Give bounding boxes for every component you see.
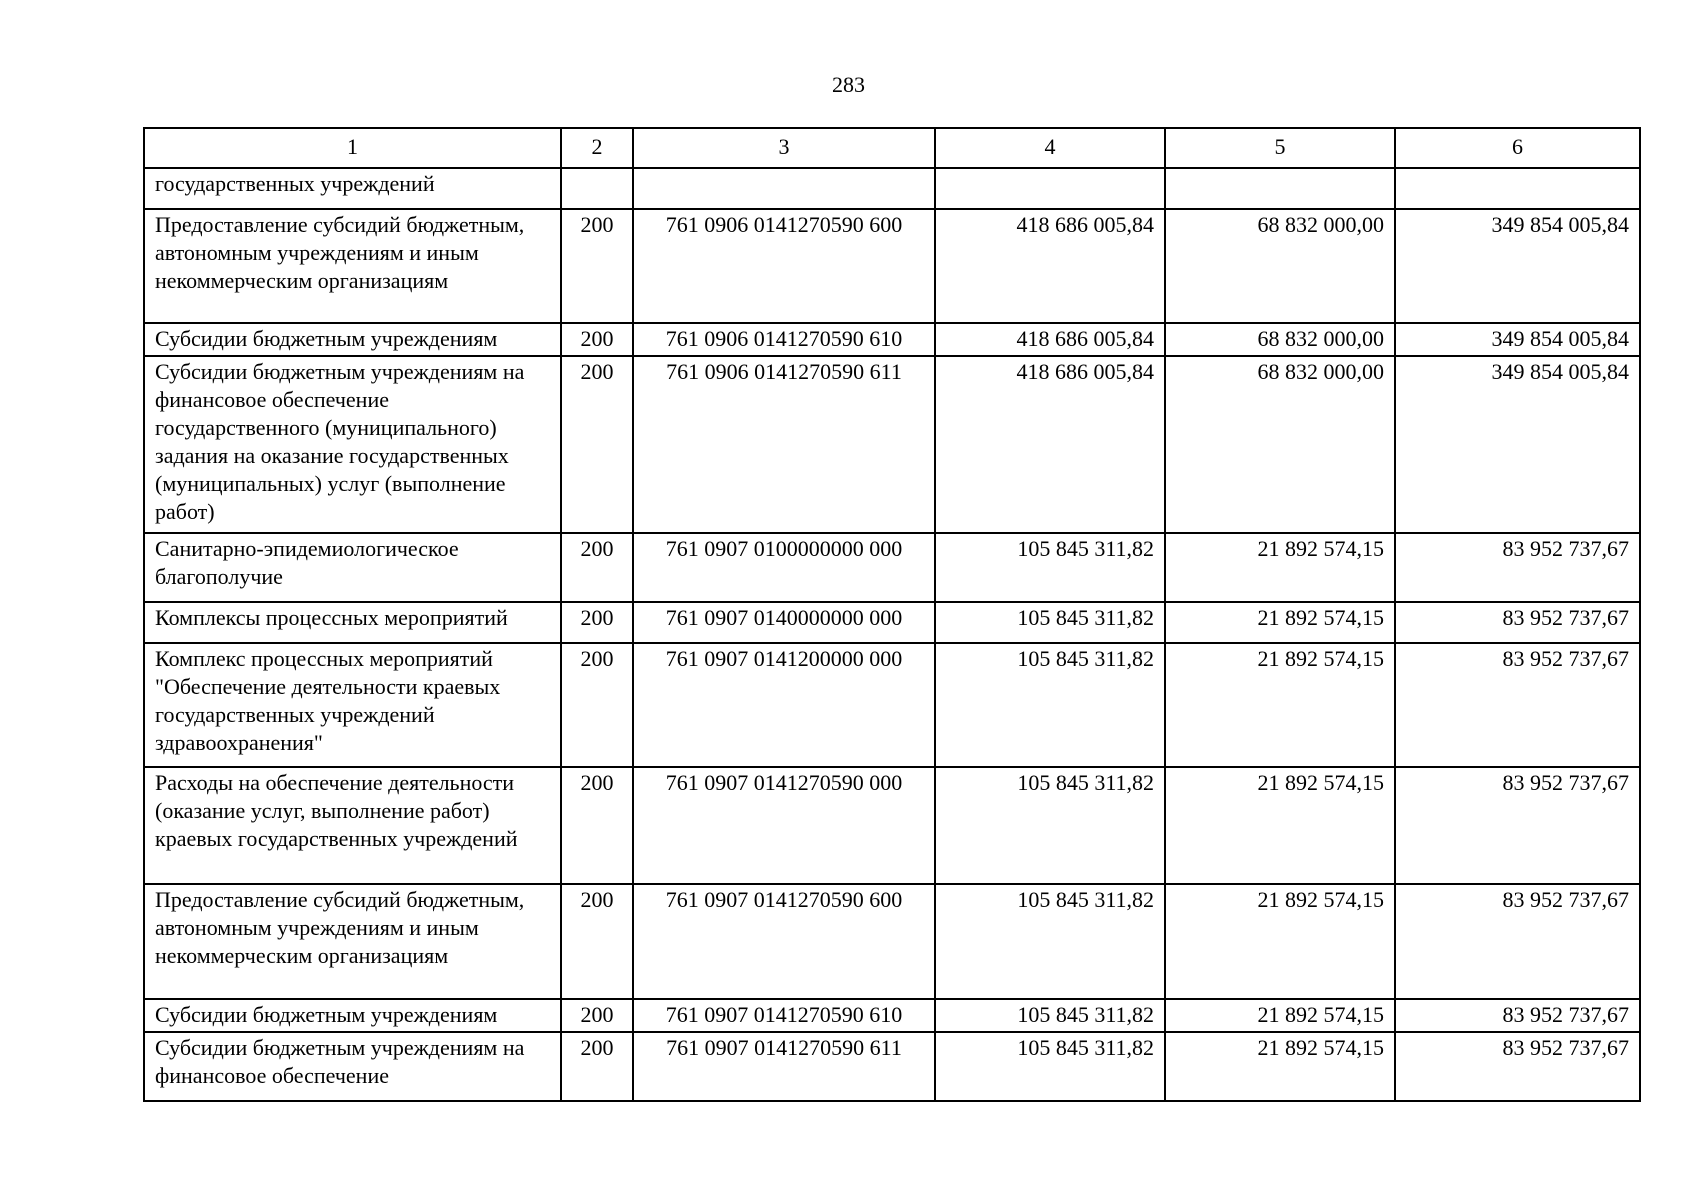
row-value-5: 68 832 000,00 <box>1165 323 1395 356</box>
row-name: Комплекс процессных мероприятий "Обеспечение деятельности краевых государственных учреждений здравоохранения" <box>144 643 561 767</box>
row-name: государственных учреждений <box>144 168 561 209</box>
table-row <box>144 999 1640 1032</box>
row-revision: 200 <box>561 356 633 533</box>
row-revision: 200 <box>561 767 633 884</box>
row-value-5: 68 832 000,00 <box>1165 356 1395 533</box>
table-header <box>144 128 1640 168</box>
header-row <box>144 128 1640 168</box>
row-value-5: 21 892 574,15 <box>1165 602 1395 643</box>
table-row <box>144 602 1640 643</box>
row-value-4: 105 845 311,82 <box>935 1032 1165 1101</box>
table-row <box>144 209 1640 323</box>
row-name: Санитарно-эпидемиологическое благополучие <box>144 533 561 602</box>
row-revision <box>561 168 633 209</box>
row-value-4: 418 686 005,84 <box>935 323 1165 356</box>
row-value-6: 83 952 737,67 <box>1395 643 1640 767</box>
table-row <box>144 168 1640 209</box>
row-value-4: 105 845 311,82 <box>935 602 1165 643</box>
row-name: Предоставление субсидий бюджетным, автономным учреждениям и иным некоммерческим организациям <box>144 209 561 323</box>
row-code: 761 0907 0141270590 600 <box>633 884 935 999</box>
row-value-6: 83 952 737,67 <box>1395 767 1640 884</box>
table-row <box>144 1032 1640 1101</box>
row-revision: 200 <box>561 323 633 356</box>
row-value-5: 21 892 574,15 <box>1165 643 1395 767</box>
row-value-5: 21 892 574,15 <box>1165 533 1395 602</box>
row-name: Комплексы процессных мероприятий <box>144 602 561 643</box>
row-value-5: 68 832 000,00 <box>1165 209 1395 323</box>
row-revision: 200 <box>561 643 633 767</box>
row-value-4: 105 845 311,82 <box>935 999 1165 1032</box>
row-name: Субсидии бюджетным учреждениям <box>144 999 561 1032</box>
row-revision: 200 <box>561 884 633 999</box>
column-header-6: 6 <box>1395 128 1640 168</box>
row-value-6: 349 854 005,84 <box>1395 323 1640 356</box>
row-value-4: 418 686 005,84 <box>935 209 1165 323</box>
row-value-6: 349 854 005,84 <box>1395 209 1640 323</box>
row-code: 761 0906 0141270590 611 <box>633 356 935 533</box>
row-value-5 <box>1165 168 1395 209</box>
row-revision: 200 <box>561 1032 633 1101</box>
table-row <box>144 323 1640 356</box>
row-revision: 200 <box>561 533 633 602</box>
row-code: 761 0907 0141270590 610 <box>633 999 935 1032</box>
row-revision: 200 <box>561 602 633 643</box>
row-value-5: 21 892 574,15 <box>1165 767 1395 884</box>
table-row <box>144 533 1640 602</box>
row-name: Субсидии бюджетным учреждениям <box>144 323 561 356</box>
row-value-6: 83 952 737,67 <box>1395 1032 1640 1101</box>
row-value-4 <box>935 168 1165 209</box>
table-row <box>144 643 1640 767</box>
table-row <box>144 356 1640 533</box>
row-value-6: 349 854 005,84 <box>1395 356 1640 533</box>
row-value-6: 83 952 737,67 <box>1395 602 1640 643</box>
table-body <box>144 168 1640 1101</box>
row-value-5: 21 892 574,15 <box>1165 999 1395 1032</box>
row-code: 761 0907 0100000000 000 <box>633 533 935 602</box>
page-number: 283 <box>832 72 865 97</box>
table-row <box>144 884 1640 999</box>
row-value-4: 418 686 005,84 <box>935 356 1165 533</box>
row-value-4: 105 845 311,82 <box>935 643 1165 767</box>
row-value-5: 21 892 574,15 <box>1165 1032 1395 1101</box>
table-row <box>144 767 1640 884</box>
column-header-1: 1 <box>144 128 561 168</box>
row-name: Субсидии бюджетным учреждениям на финансовое обеспечение <box>144 1032 561 1101</box>
row-value-4: 105 845 311,82 <box>935 884 1165 999</box>
row-value-5: 21 892 574,15 <box>1165 884 1395 999</box>
row-name: Предоставление субсидий бюджетным, автономным учреждениям и иным некоммерческим организациям <box>144 884 561 999</box>
row-value-6: 83 952 737,67 <box>1395 884 1640 999</box>
row-code: 761 0906 0141270590 610 <box>633 323 935 356</box>
row-revision: 200 <box>561 999 633 1032</box>
column-header-2: 2 <box>561 128 633 168</box>
row-name: Субсидии бюджетным учреждениям на финансовое обеспечение государственного (муниципального) задания на оказание государственных (муниципальных) услуг (выполнение работ) <box>144 356 561 533</box>
row-name: Расходы на обеспечение деятельности (оказание услуг, выполнение работ) краевых государственных учреждений <box>144 767 561 884</box>
row-value-6: 83 952 737,67 <box>1395 533 1640 602</box>
budget-table <box>143 127 1641 1102</box>
row-code: 761 0907 0141200000 000 <box>633 643 935 767</box>
column-header-3: 3 <box>633 128 935 168</box>
row-value-4: 105 845 311,82 <box>935 767 1165 884</box>
row-code <box>633 168 935 209</box>
row-revision: 200 <box>561 209 633 323</box>
row-code: 761 0906 0141270590 600 <box>633 209 935 323</box>
row-value-6: 83 952 737,67 <box>1395 999 1640 1032</box>
row-code: 761 0907 0141270590 611 <box>633 1032 935 1101</box>
row-code: 761 0907 0141270590 000 <box>633 767 935 884</box>
row-code: 761 0907 0140000000 000 <box>633 602 935 643</box>
row-value-6 <box>1395 168 1640 209</box>
column-header-5: 5 <box>1165 128 1395 168</box>
column-header-4: 4 <box>935 128 1165 168</box>
row-value-4: 105 845 311,82 <box>935 533 1165 602</box>
